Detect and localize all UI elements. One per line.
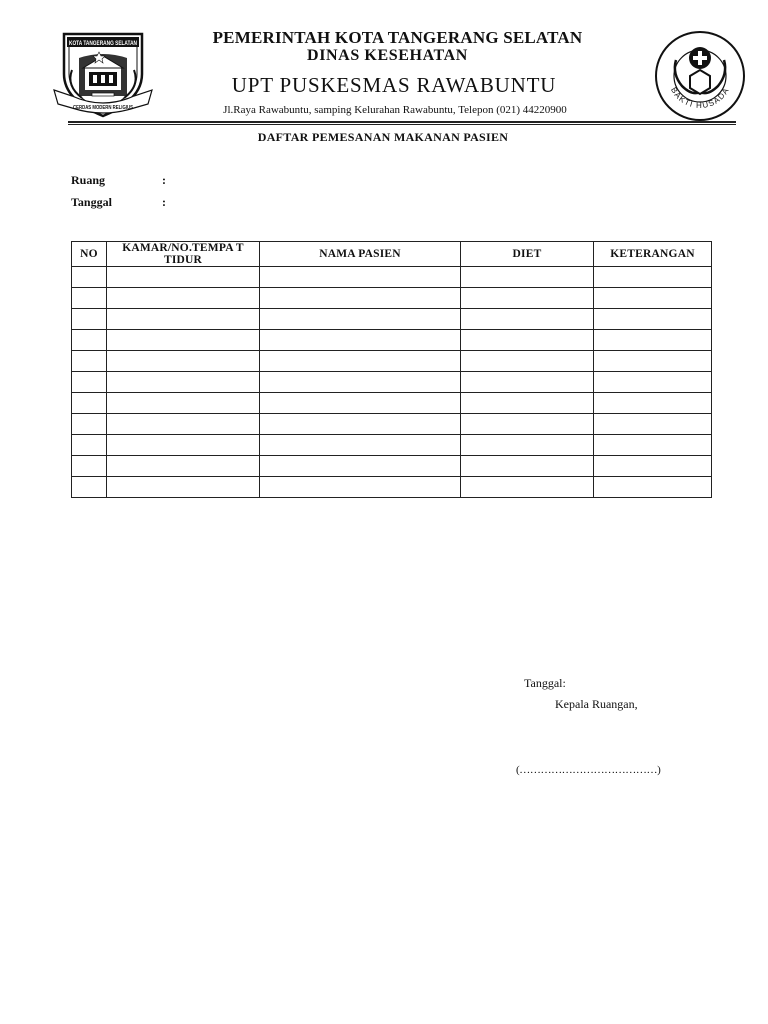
document-title: DAFTAR PEMESANAN MAKANAN PASIEN (257, 130, 509, 144)
cell-kamar[interactable] (107, 435, 260, 456)
table-row (72, 372, 712, 393)
cell-diet[interactable] (461, 288, 594, 309)
cell-nama[interactable] (260, 456, 461, 477)
table-row (72, 456, 712, 477)
cell-keterangan[interactable] (594, 477, 712, 498)
cell-keterangan[interactable] (594, 351, 712, 372)
cell-nama[interactable] (260, 330, 461, 351)
signature-role: Kepala Ruangan, (555, 697, 638, 711)
meal-order-table (71, 241, 712, 498)
table-header-row (72, 242, 712, 267)
cell-kamar[interactable] (107, 456, 260, 477)
tanggal-label: Tanggal (71, 195, 112, 209)
ruang-label: Ruang (71, 173, 106, 187)
cell-keterangan[interactable] (594, 288, 712, 309)
cell-diet[interactable] (461, 414, 594, 435)
ruang-colon: : (162, 173, 166, 187)
government-name: PEMERINTAH KOTA TANGERANG SELATAN (212, 28, 583, 47)
cell-diet[interactable] (461, 477, 594, 498)
cell-no[interactable] (72, 393, 107, 414)
cell-diet[interactable] (461, 267, 594, 288)
cell-no[interactable] (72, 351, 107, 372)
emblem-motto: CERDAS MODERN RELIGIUS (73, 105, 134, 111)
cell-no[interactable] (72, 309, 107, 330)
bakti-husada-text: BAKTI HUSADA (668, 85, 732, 111)
cell-kamar[interactable] (107, 372, 260, 393)
table-row (72, 330, 712, 351)
cell-keterangan[interactable] (594, 435, 712, 456)
cell-no[interactable] (72, 372, 107, 393)
cell-nama[interactable] (260, 288, 461, 309)
bakti-husada-logo (654, 30, 746, 122)
header-kamar: KAMAR/NO.TEMPA T TIDUR (107, 242, 260, 267)
cell-keterangan[interactable] (594, 393, 712, 414)
institution-name: UPT PUSKESMAS RAWABUNTU (231, 73, 557, 97)
cell-no[interactable] (72, 414, 107, 435)
cell-kamar[interactable] (107, 288, 260, 309)
cell-keterangan[interactable] (594, 309, 712, 330)
cell-keterangan[interactable] (594, 330, 712, 351)
cell-nama[interactable] (260, 414, 461, 435)
cell-nama[interactable] (260, 477, 461, 498)
cell-kamar[interactable] (107, 477, 260, 498)
table-row (72, 477, 712, 498)
cell-diet[interactable] (461, 309, 594, 330)
header-rule-thick (68, 121, 736, 123)
cell-nama[interactable] (260, 351, 461, 372)
cell-no[interactable] (72, 456, 107, 477)
cell-nama[interactable] (260, 435, 461, 456)
tanggal-colon: : (162, 195, 166, 209)
table-row (72, 393, 712, 414)
header-no: NO (72, 242, 107, 267)
cell-diet[interactable] (461, 393, 594, 414)
table-row (72, 435, 712, 456)
table-row (72, 351, 712, 372)
institution-address: Jl.Raya Rawabuntu, samping Kelurahan Rawabuntu, Telepon (021) 44220900 (223, 104, 567, 116)
cell-no[interactable] (72, 435, 107, 456)
cell-diet[interactable] (461, 435, 594, 456)
cell-diet[interactable] (461, 351, 594, 372)
header-diet: DIET (461, 242, 594, 267)
header-keterangan: KETERANGAN (594, 242, 712, 267)
emblem-banner-text: KOTA TANGERANG SELATAN (69, 40, 138, 47)
cell-nama[interactable] (260, 372, 461, 393)
table-row (72, 267, 712, 288)
table-body (72, 267, 712, 498)
cell-kamar[interactable] (107, 267, 260, 288)
cell-diet[interactable] (461, 456, 594, 477)
cell-diet[interactable] (461, 330, 594, 351)
cell-kamar[interactable] (107, 330, 260, 351)
cell-kamar[interactable] (107, 414, 260, 435)
department-name: DINAS KESEHATAN (307, 47, 468, 64)
header-rule-thin (68, 124, 736, 125)
table-row (72, 288, 712, 309)
cell-keterangan[interactable] (594, 372, 712, 393)
cell-keterangan[interactable] (594, 456, 712, 477)
cell-no[interactable] (72, 267, 107, 288)
signature-name-placeholder: (…………………………………) (516, 764, 661, 776)
table-row (72, 309, 712, 330)
cell-nama[interactable] (260, 393, 461, 414)
cell-keterangan[interactable] (594, 414, 712, 435)
cell-keterangan[interactable] (594, 267, 712, 288)
cell-no[interactable] (72, 477, 107, 498)
cell-kamar[interactable] (107, 309, 260, 330)
tangerang-selatan-emblem (52, 30, 154, 120)
cell-nama[interactable] (260, 267, 461, 288)
cell-nama[interactable] (260, 309, 461, 330)
cell-no[interactable] (72, 288, 107, 309)
table-row (72, 414, 712, 435)
signature-date-label: Tanggal: (524, 676, 566, 690)
cell-kamar[interactable] (107, 351, 260, 372)
header-nama-pasien: NAMA PASIEN (260, 242, 461, 267)
cell-diet[interactable] (461, 372, 594, 393)
cell-no[interactable] (72, 330, 107, 351)
cell-kamar[interactable] (107, 393, 260, 414)
